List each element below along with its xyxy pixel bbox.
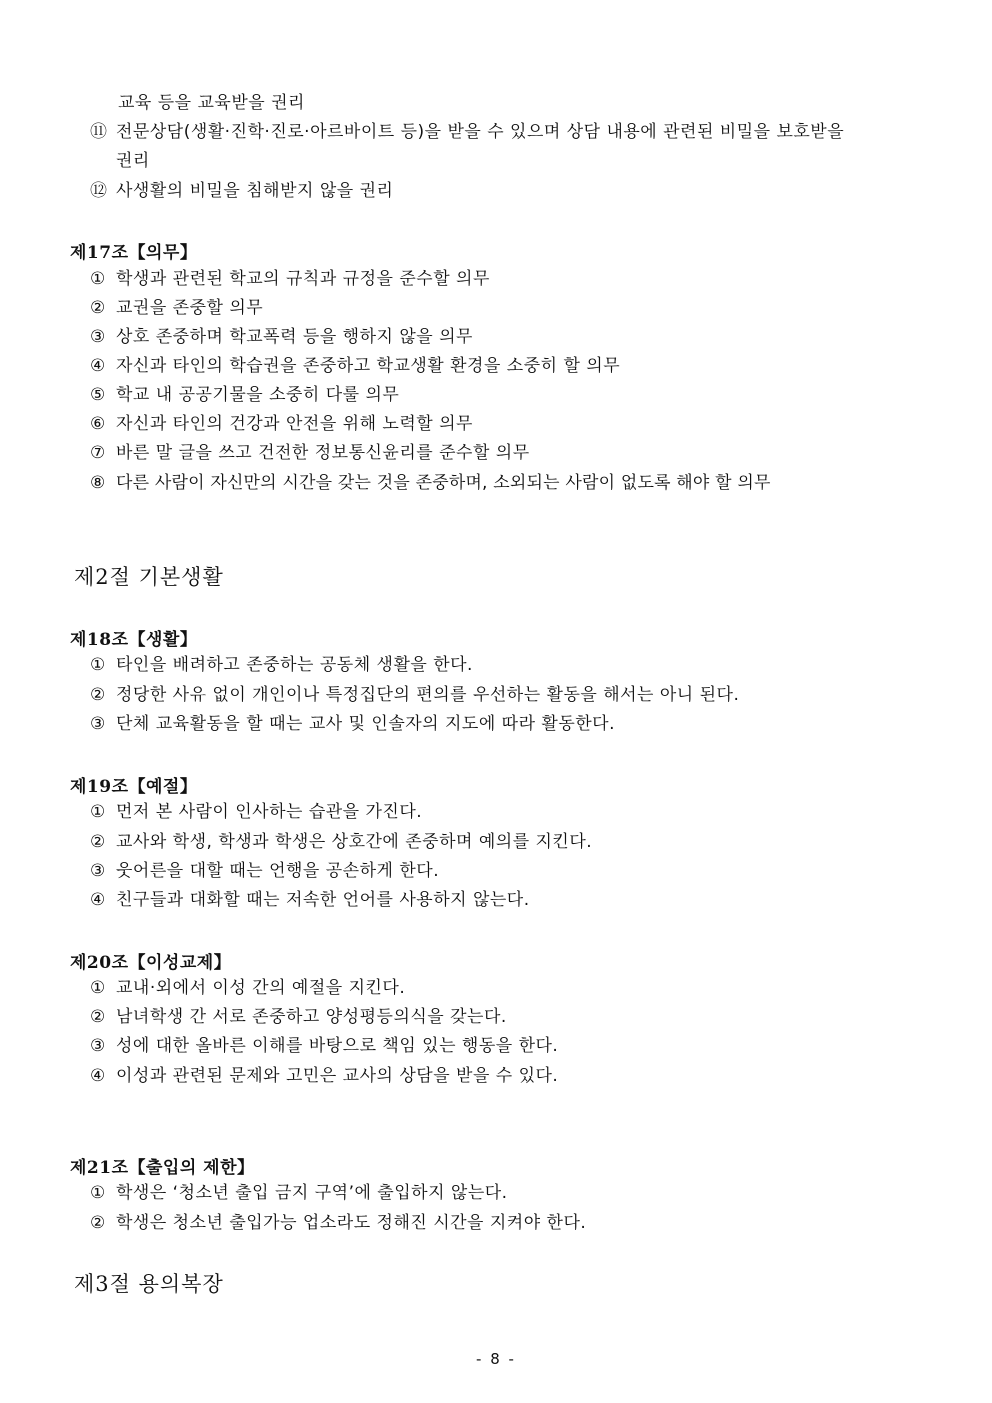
item-text: 학교 내 공공기물을 소중히 다룰 의무 [116, 385, 400, 405]
item-text: 먼저 본 사람이 인사하는 습관을 가진다. [116, 802, 423, 822]
item-number: ② [90, 685, 106, 705]
item-number: ③ [90, 1036, 106, 1056]
article-19-title: 제19조【예절】 [70, 777, 198, 797]
article-18-title: 제18조【생활】 [70, 630, 198, 650]
list-item [90, 472, 771, 494]
item-text: 학생과 관련된 학교의 규칙과 규정을 준수할 의무 [116, 269, 490, 289]
item-number: ① [90, 802, 106, 822]
item-number: ② [90, 832, 106, 852]
item-number: ⑫ [90, 181, 108, 201]
item-text: 다른 사람이 자신만의 시간을 갖는 것을 존중하며, 소외되는 사람이 없도록 해야 할 의무 [116, 473, 771, 493]
list-item [90, 121, 844, 143]
list-item [90, 268, 490, 290]
item-number: ③ [90, 327, 106, 347]
item-text: 타인을 배려하고 존중하는 공동체 생활을 한다. [116, 655, 473, 675]
item-text: 사생활의 비밀을 침해받지 않을 권리 [116, 181, 394, 201]
item-text: 교권을 존중할 의무 [116, 298, 264, 318]
item-text: 학생은 ‘청소년 출입 금지 구역’에 출입하지 않는다. [116, 1183, 508, 1203]
continued-item-text: 교육 등을 교육받을 권리 [118, 93, 305, 113]
list-item [90, 684, 739, 706]
list-item [90, 384, 399, 406]
item-text: 전문상담(생활·진학·진로·아르바이트 등)을 받을 수 있으며 상담 내용에 관련된 비밀을 보호받을 [116, 122, 845, 142]
item-number: ① [90, 269, 106, 289]
item-number: ④ [90, 890, 106, 910]
item-number: ④ [90, 1066, 106, 1086]
list-item [90, 654, 473, 676]
item-number: ⑦ [90, 443, 106, 463]
item-text: 정당한 사유 없이 개인이나 특정집단의 편의를 우선하는 활동을 해서는 아니 된다. [116, 685, 740, 705]
item-text: 자신과 타인의 학습권을 존중하고 학교생활 환경을 소중히 할 의무 [116, 356, 621, 376]
item-number: ① [90, 978, 106, 998]
list-item [90, 1035, 558, 1057]
list-item [90, 442, 530, 464]
item-number: ① [90, 655, 106, 675]
article-17-title: 제17조【의무】 [70, 243, 198, 263]
list-item [90, 413, 473, 435]
item-text: 교내·외에서 이성 간의 예절을 지킨다. [116, 978, 406, 998]
list-item [90, 801, 422, 823]
item-text: 학생은 청소년 출입가능 업소라도 정해진 시간을 지켜야 한다. [116, 1213, 587, 1233]
list-item-continuation: 권리 [116, 151, 150, 171]
item-text: 성에 대한 올바른 이해를 바탕으로 책임 있는 행동을 한다. [116, 1036, 559, 1056]
item-number: ④ [90, 356, 106, 376]
page-number: - 8 - [476, 1350, 516, 1368]
list-item [90, 355, 620, 377]
item-number: ⑤ [90, 385, 106, 405]
list-item [90, 1065, 558, 1087]
item-number: ⑧ [90, 473, 106, 493]
list-item [90, 860, 439, 882]
item-number: ③ [90, 714, 106, 734]
item-number: ② [90, 1213, 106, 1233]
item-text: 교사와 학생, 학생과 학생은 상호간에 존중하며 예의를 지킨다. [116, 832, 593, 852]
list-item [90, 977, 405, 999]
item-text: 이성과 관련된 문제와 고민은 교사의 상담을 받을 수 있다. [116, 1066, 559, 1086]
item-number: ① [90, 1183, 106, 1203]
list-item [90, 1006, 507, 1028]
list-item [90, 180, 393, 202]
item-number: ⑥ [90, 414, 106, 434]
list-item [90, 297, 263, 319]
item-text: 남녀학생 간 서로 존중하고 양성평등의식을 갖는다. [116, 1007, 507, 1027]
list-item [90, 713, 615, 735]
item-text: 웃어른을 대할 때는 언행을 공손하게 한다. [116, 861, 440, 881]
item-number: ⑪ [90, 122, 108, 142]
list-item [90, 889, 530, 911]
list-item [90, 1182, 508, 1204]
article-20-title: 제20조【이성교제】 [70, 953, 232, 973]
list-item [90, 831, 592, 853]
section-2-heading: 제2절 기본생활 [74, 565, 224, 589]
item-text: 자신과 타인의 건강과 안전을 위해 노력할 의무 [116, 414, 473, 434]
item-text: 친구들과 대화할 때는 저속한 언어를 사용하지 않는다. [116, 890, 530, 910]
item-number: ② [90, 298, 106, 318]
item-text: 바른 말 글을 쓰고 건전한 정보통신윤리를 준수할 의무 [116, 443, 530, 463]
article-21-title: 제21조【출입의 제한】 [70, 1158, 255, 1178]
item-number: ② [90, 1007, 106, 1027]
list-item [90, 1212, 586, 1234]
item-text: 단체 교육활동을 할 때는 교사 및 인솔자의 지도에 따라 활동한다. [116, 714, 616, 734]
item-text: 상호 존중하며 학교폭력 등을 행하지 않을 의무 [116, 327, 473, 347]
list-item [90, 326, 473, 348]
item-number: ③ [90, 861, 106, 881]
section-3-heading: 제3절 용의복장 [74, 1272, 224, 1296]
